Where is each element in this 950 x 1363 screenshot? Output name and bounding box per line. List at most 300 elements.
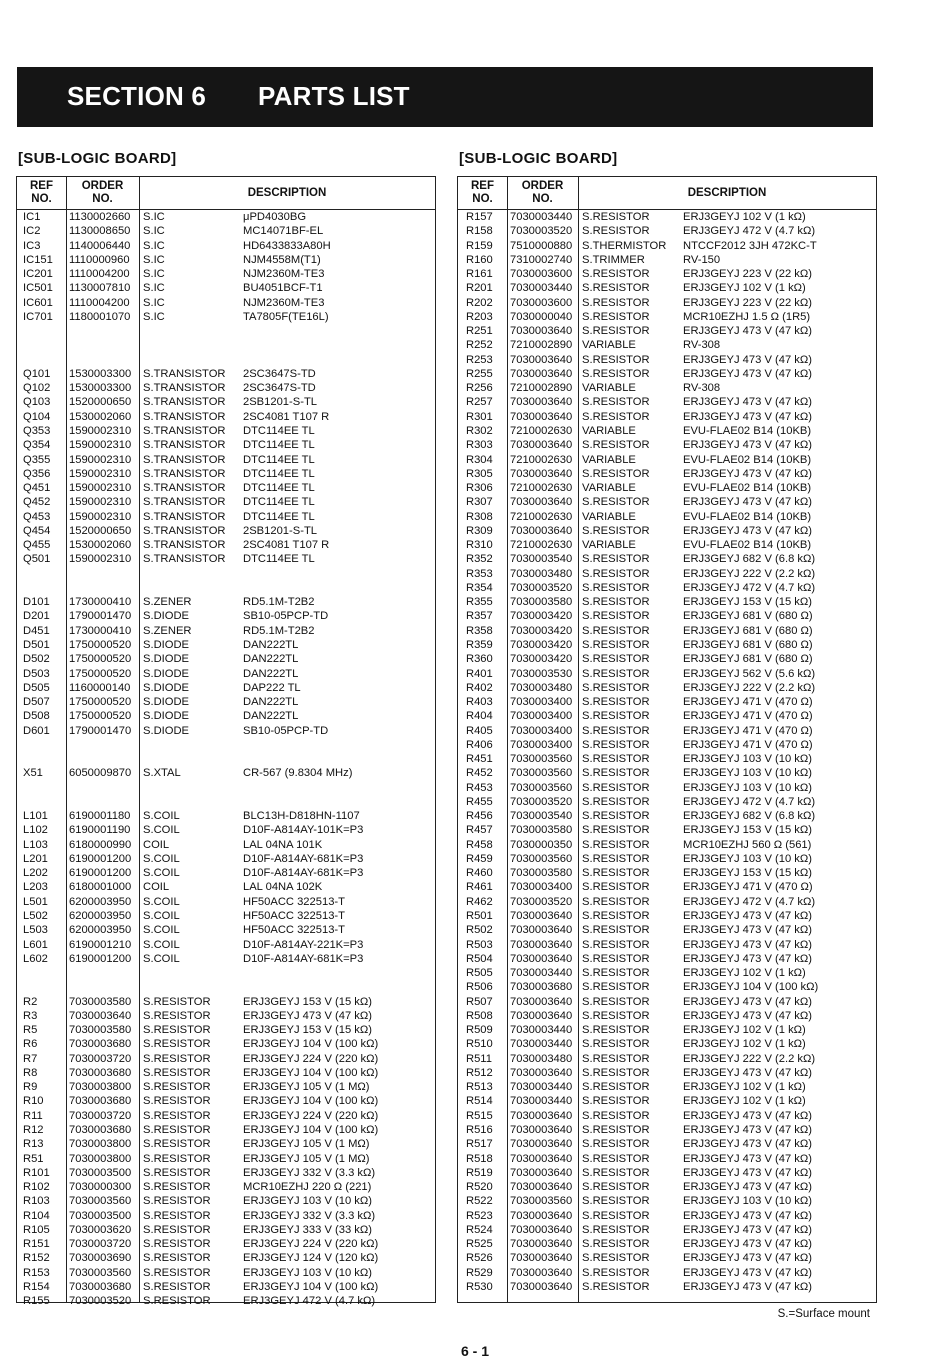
table-row [458, 1109, 876, 1123]
order-no-cell: 7030003600 [510, 296, 573, 309]
table-row [458, 438, 876, 452]
part-type-cell: S.RESISTOR [582, 981, 650, 994]
left-board-label: [SUB-LOGIC BOARD] [18, 150, 177, 167]
description-cell: ERJ3GEYJ 473 V (47 kΩ) [683, 1209, 812, 1222]
description-cell: DTC114EE TL [243, 553, 315, 566]
ref-no-cell: R453 [466, 781, 493, 794]
part-type-cell: S.RESISTOR [582, 225, 650, 238]
description-cell: ERJ3GEYJ 473 V (47 kΩ) [683, 1280, 812, 1293]
ref-no-cell: R524 [466, 1223, 493, 1236]
part-type-cell: S.RESISTOR [582, 810, 650, 823]
ref-no-cell: R303 [466, 439, 493, 452]
part-type-cell: S.RESISTOR [582, 1052, 650, 1065]
ref-no-cell: R353 [466, 567, 493, 580]
ref-no-cell: R151 [23, 1238, 50, 1251]
part-type-cell: S.RESISTOR [143, 1152, 211, 1165]
table-row [458, 609, 876, 623]
description-cell: SB10-05PCP-TD [243, 724, 329, 737]
table-row [17, 395, 435, 409]
table-row [17, 1294, 435, 1308]
ref-no-cell: R501 [466, 910, 493, 923]
order-no-cell: 1520000650 [69, 396, 132, 409]
table-row [17, 1194, 435, 1208]
part-type-cell: S.RESISTOR [143, 1181, 211, 1194]
ref-no-cell: R507 [466, 995, 493, 1008]
part-type-cell: S.DIODE [143, 710, 190, 723]
description-cell: ERJ3GEYJ 473 V (47 kΩ) [683, 1066, 812, 1079]
order-no-cell: 7030003520 [510, 895, 573, 908]
part-type-cell: S.COIL [143, 924, 180, 937]
table-row [458, 1180, 876, 1194]
ref-no-cell: IC1 [23, 211, 41, 223]
part-type-cell: S.RESISTOR [582, 396, 650, 409]
table-row [458, 638, 876, 652]
order-no-cell: 7030003800 [69, 1081, 132, 1094]
order-no-cell: 7030003540 [510, 810, 573, 823]
table-row [17, 809, 435, 823]
description-cell: ERJ3GEYJ 681 V (680 Ω) [683, 653, 813, 666]
ref-no-cell: R358 [466, 624, 493, 637]
order-no-cell: 7030003680 [69, 1124, 132, 1136]
part-type-cell: S.RESISTOR [582, 1081, 650, 1094]
ref-no-cell: R457 [466, 824, 493, 837]
order-no-cell: 7030003480 [510, 567, 573, 580]
table-row [458, 966, 876, 980]
description-cell: HF50ACC 322513-T [243, 910, 345, 923]
order-no-cell: 7030000350 [510, 838, 573, 851]
part-type-cell: S.RESISTOR [582, 667, 650, 680]
order-no-cell: 6200003950 [69, 895, 132, 908]
table-row [458, 395, 876, 409]
part-type-cell: S.RESISTOR [582, 367, 650, 380]
part-type-cell: VARIABLE [582, 482, 636, 495]
table-row [458, 823, 876, 837]
part-type-cell: S.RESISTOR [582, 524, 650, 537]
order-no-cell: 7030003400 [510, 710, 573, 723]
description-cell: BLC13H-D818HN-1107 [243, 810, 360, 823]
description-cell: ERJ3GEYJ 682 V (6.8 kΩ) [683, 810, 816, 823]
description-cell: ERJ3GEYJ 222 V (2.2 kΩ) [683, 1052, 816, 1065]
ref-no-cell: D505 [23, 681, 50, 694]
order-no-cell: 7030003680 [69, 1066, 132, 1079]
ref-no-cell: R304 [466, 453, 493, 466]
ref-no-cell: R513 [466, 1081, 493, 1094]
order-no-cell: 7030003640 [510, 496, 573, 509]
table-row [17, 624, 435, 638]
description-cell: ERJ3GEYJ 473 V (47 kΩ) [683, 1252, 812, 1265]
part-type-cell: S.RESISTOR [143, 1124, 211, 1136]
part-type-cell: S.DIODE [143, 681, 190, 694]
order-no-cell: 7030003480 [510, 681, 573, 694]
table-row [17, 510, 435, 524]
part-type-cell: S.RESISTOR [582, 653, 650, 666]
order-no-cell: 7030003400 [510, 881, 573, 894]
description-cell: ERJ3GEYJ 473 V (47 kΩ) [683, 439, 812, 452]
table-row [458, 253, 876, 267]
table-row [17, 296, 435, 310]
description-cell: HD6433833A80H [243, 239, 331, 252]
part-type-cell: S.RESISTOR [582, 496, 650, 509]
part-type-cell: S.TRANSISTOR [143, 424, 226, 437]
description-cell: D10F-A814AY-681K=P3 [243, 952, 364, 965]
table-row [17, 267, 435, 281]
table-row [17, 966, 435, 980]
part-type-cell: S.RESISTOR [143, 1209, 211, 1222]
order-no-cell: 7030003440 [510, 211, 573, 223]
ref-no-cell: R103 [23, 1195, 50, 1208]
part-type-cell: S.RESISTOR [143, 1081, 211, 1094]
order-no-cell: 7030003800 [69, 1152, 132, 1165]
description-cell: D10F-A814AY-681K=P3 [243, 852, 364, 865]
order-no-cell: 7030003580 [510, 867, 573, 880]
table-row [17, 1037, 435, 1051]
part-type-cell: S.RESISTOR [582, 738, 650, 751]
order-no-cell: 7030003640 [510, 524, 573, 537]
ref-no-cell: IC151 [23, 253, 53, 266]
description-cell: DAN222TL [243, 696, 299, 709]
table-row [458, 880, 876, 894]
table-row [17, 410, 435, 424]
order-no-cell: 7030003520 [510, 581, 573, 594]
ref-no-cell: R354 [466, 581, 493, 594]
description-cell: ERJ3GEYJ 102 V (1 kΩ) [683, 967, 806, 980]
table-row [458, 1094, 876, 1108]
ref-no-cell: R512 [466, 1066, 493, 1079]
part-type-cell: S.RESISTOR [143, 1280, 211, 1293]
description-cell: LAL 04NA 102K [243, 881, 323, 894]
order-no-cell: 7030003680 [69, 1095, 132, 1108]
order-no-cell: 7030003440 [510, 1095, 573, 1108]
ref-no-cell: R155 [23, 1295, 50, 1308]
ref-no-cell: Q102 [23, 382, 51, 395]
order-no-cell: 7030003640 [510, 1280, 573, 1293]
description-cell: ERJ3GEYJ 105 V (1 MΩ) [243, 1138, 370, 1151]
table-row [458, 1037, 876, 1051]
ref-no-cell: R252 [466, 339, 493, 352]
description-cell: ERJ3GEYJ 471 V (470 Ω) [683, 724, 813, 737]
order-no-cell: 7030003560 [69, 1266, 132, 1279]
section-title: PARTS LIST [258, 81, 410, 111]
ref-no-cell: R105 [23, 1223, 50, 1236]
table-row [17, 552, 435, 566]
part-type-cell: COIL [143, 838, 170, 851]
ref-no-cell: R12 [23, 1124, 44, 1136]
order-no-cell: 1590002310 [69, 482, 132, 495]
table-row [458, 1251, 876, 1265]
description-cell: NJM2360M-TE3 [243, 268, 325, 281]
description-cell: ERJ3GEYJ 471 V (470 Ω) [683, 696, 813, 709]
part-type-cell: S.RESISTOR [143, 1223, 211, 1236]
order-no-cell: 7210002890 [510, 339, 573, 352]
ref-no-cell: R51 [23, 1152, 44, 1165]
order-no-cell: 7030003500 [69, 1166, 132, 1179]
ref-no-cell: R256 [466, 382, 493, 395]
order-no-cell: 1140006440 [69, 239, 131, 252]
order-no-cell: 7030003640 [510, 910, 573, 923]
ref-no-cell: R510 [466, 1038, 493, 1051]
description-cell: ERJ3GEYJ 472 V (4.7 kΩ) [683, 225, 816, 238]
table-row [17, 338, 435, 352]
ref-no-cell: R515 [466, 1109, 493, 1122]
order-no-cell: 1520000650 [69, 524, 132, 537]
description-cell: ERJ3GEYJ 473 V (47 kΩ) [683, 1124, 812, 1136]
description-cell: ERJ3GEYJ 102 V (1 kΩ) [683, 211, 806, 223]
ref-no-cell: R357 [466, 610, 493, 623]
table-row [17, 224, 435, 238]
ref-no-cell: R360 [466, 653, 493, 666]
ref-no-cell: R251 [466, 325, 493, 338]
part-type-cell: S.IC [143, 253, 165, 266]
order-no-cell: 7030003640 [510, 1066, 573, 1079]
table-row [17, 467, 435, 481]
part-type-cell: VARIABLE [582, 453, 636, 466]
order-no-cell: 7030003640 [510, 467, 573, 480]
table-row [458, 681, 876, 695]
description-cell: DTC114EE TL [243, 424, 315, 437]
ref-no-cell: R3 [23, 1009, 38, 1022]
description-cell: ERJ3GEYJ 472 V (4.7 kΩ) [683, 581, 816, 594]
part-type-cell: S.RESISTOR [582, 353, 650, 366]
ref-no-cell: R406 [466, 738, 493, 751]
order-no-cell: 7210002630 [510, 539, 573, 552]
order-no-cell: 7030003640 [510, 1181, 573, 1194]
order-no-cell: 1590002310 [69, 439, 132, 452]
order-no-cell: 7030003580 [69, 1024, 132, 1037]
ref-no-cell: R352 [466, 553, 493, 566]
description-cell: ERJ3GEYJ 473 V (47 kΩ) [683, 938, 812, 951]
description-cell: D10F-A814AY-221K=P3 [243, 938, 364, 951]
table-row [17, 567, 435, 581]
order-no-cell: 7030003640 [510, 353, 573, 366]
table-row [458, 239, 876, 253]
table-row [458, 210, 876, 224]
description-cell: ERJ3GEYJ 153 V (15 kΩ) [683, 596, 812, 609]
description-cell: ERJ3GEYJ 473 V (47 kΩ) [683, 1181, 812, 1194]
table-row [17, 1209, 435, 1223]
description-cell: HF50ACC 322513-T [243, 895, 345, 908]
table-row [458, 938, 876, 952]
description-cell: ERJ3GEYJ 473 V (47 kΩ) [683, 1266, 812, 1279]
description-cell: ERJ3GEYJ 102 V (1 kΩ) [683, 1095, 806, 1108]
order-no-cell: 1790001470 [69, 610, 132, 623]
table-row [458, 595, 876, 609]
table-row [17, 752, 435, 766]
part-type-cell: S.COIL [143, 938, 180, 951]
description-cell: ERJ3GEYJ 473 V (47 kΩ) [243, 1009, 372, 1022]
description-cell: RV-308 [683, 382, 721, 395]
description-cell: NTCCF2012 3JH 472KC-T [683, 239, 817, 252]
part-type-cell: S.IC [143, 268, 165, 281]
part-type-cell: VARIABLE [582, 382, 636, 395]
order-no-cell: 1180001070 [69, 310, 131, 323]
part-type-cell: S.RESISTOR [582, 296, 650, 309]
table-row [17, 1266, 435, 1280]
ref-no-cell: Q354 [23, 439, 51, 452]
description-cell: ERJ3GEYJ 333 V (33 kΩ) [243, 1223, 372, 1236]
part-type-cell: S.DIODE [143, 696, 190, 709]
order-no-cell: 1590002310 [69, 510, 132, 523]
ref-no-cell: R13 [23, 1138, 44, 1151]
description-cell: ERJ3GEYJ 472 V (4.7 kΩ) [683, 895, 816, 908]
description-cell: ERJ3GEYJ 103 V (10 kΩ) [683, 1195, 812, 1208]
ref-no-cell: R529 [466, 1266, 493, 1279]
part-type-cell: S.RESISTOR [582, 1181, 650, 1194]
part-type-cell: S.COIL [143, 895, 180, 908]
description-cell: EVU-FLAE02 B14 (10KB) [683, 453, 812, 466]
table-row [458, 353, 876, 367]
order-no-cell: 1730000410 [69, 596, 132, 609]
part-type-cell: S.RESISTOR [143, 995, 211, 1008]
description-cell: ERJ3GEYJ 473 V (47 kΩ) [683, 995, 812, 1008]
ref-no-cell: D503 [23, 667, 50, 680]
description-cell: ERJ3GEYJ 473 V (47 kΩ) [683, 910, 812, 923]
description-cell: ERJ3GEYJ 153 V (15 kΩ) [243, 995, 372, 1008]
table-row [458, 1066, 876, 1080]
table-row [17, 880, 435, 894]
description-cell: ERJ3GEYJ 104 V (100 kΩ) [243, 1066, 379, 1079]
table-row [458, 952, 876, 966]
table-row [458, 1052, 876, 1066]
ref-no-header: REF NO. [471, 180, 494, 205]
ref-no-cell: D601 [23, 724, 50, 737]
table-row [17, 909, 435, 923]
part-type-cell: S.TRANSISTOR [143, 382, 226, 395]
order-no-cell: 1130007810 [69, 282, 131, 295]
table-row [17, 1094, 435, 1108]
ref-no-cell: R161 [466, 268, 493, 281]
table-header [458, 177, 876, 210]
part-type-cell: S.RESISTOR [582, 1266, 650, 1279]
table-row [458, 724, 876, 738]
table-row [17, 952, 435, 966]
description-cell: ERJ3GEYJ 473 V (47 kΩ) [683, 410, 812, 423]
order-no-cell: 7030003520 [510, 795, 573, 808]
table-row [458, 424, 876, 438]
part-type-cell: S.DIODE [143, 667, 190, 680]
ref-no-cell: R502 [466, 924, 493, 937]
ref-no-cell: D508 [23, 710, 50, 723]
table-row [458, 296, 876, 310]
table-row [458, 781, 876, 795]
ref-no-cell: R153 [23, 1266, 50, 1279]
part-type-cell: S.RESISTOR [143, 1266, 211, 1279]
part-type-cell: S.RESISTOR [582, 967, 650, 980]
description-cell: MCR10EZHJ 560 Ω (561) [683, 838, 812, 851]
table-row [458, 224, 876, 238]
description-cell: ERJ3GEYJ 471 V (470 Ω) [683, 738, 813, 751]
part-type-cell: S.RESISTOR [582, 1252, 650, 1265]
order-no-cell: 7030003400 [510, 696, 573, 709]
description-cell: NJM4558M(T1) [243, 253, 321, 266]
ref-no-cell: Q454 [23, 524, 51, 537]
order-no-cell: 7030003620 [69, 1223, 132, 1236]
table-row [17, 1237, 435, 1251]
ref-no-cell: L503 [23, 924, 48, 937]
order-no-cell: 7030003680 [510, 981, 573, 994]
ref-no-cell: Q104 [23, 410, 51, 423]
ref-no-cell: L101 [23, 810, 48, 823]
table-row [17, 1052, 435, 1066]
order-no-cell: 1750000520 [69, 653, 132, 666]
description-cell: ERJ3GEYJ 681 V (680 Ω) [683, 624, 813, 637]
order-no-cell: 7030003640 [510, 1252, 573, 1265]
table-row [458, 809, 876, 823]
table-row [17, 738, 435, 752]
ref-no-cell: IC2 [23, 225, 41, 238]
part-type-cell: S.RESISTOR [143, 1038, 211, 1051]
ref-no-cell: R253 [466, 353, 493, 366]
ref-no-cell: R511 [466, 1052, 492, 1065]
order-no-cell: 6190001200 [69, 952, 132, 965]
description-cell: ERJ3GEYJ 473 V (47 kΩ) [683, 1152, 812, 1165]
ref-no-cell: D507 [23, 696, 50, 709]
ref-no-cell: R255 [466, 367, 493, 380]
order-no-cell: 7030003640 [510, 1124, 573, 1136]
ref-no-cell: D101 [23, 596, 50, 609]
ref-no-cell: R504 [466, 952, 493, 965]
description-cell: 2SB1201-S-TL [243, 396, 318, 409]
order-no-cell: 1590002310 [69, 496, 132, 509]
order-no-cell: 6200003950 [69, 924, 132, 937]
part-type-cell: S.RESISTOR [582, 1009, 650, 1022]
order-no-cell: 7030003530 [510, 667, 573, 680]
order-no-cell: 7030003520 [69, 1295, 132, 1308]
part-type-cell: S.RESISTOR [582, 852, 650, 865]
part-type-cell: S.TRANSISTOR [143, 510, 226, 523]
table-row [17, 453, 435, 467]
table-row [17, 210, 435, 224]
order-no-cell: 7030003640 [510, 938, 573, 951]
ref-no-cell: R506 [466, 981, 493, 994]
description-cell: RV-150 [683, 253, 721, 266]
table-row [458, 267, 876, 281]
description-cell: DAN222TL [243, 638, 299, 651]
order-no-cell: 1750000520 [69, 638, 132, 651]
part-type-cell: S.RESISTOR [143, 1052, 211, 1065]
order-no-cell: 7030003640 [510, 367, 573, 380]
ref-no-cell: R516 [466, 1124, 493, 1136]
order-no-cell: 7030003640 [510, 1209, 573, 1222]
part-type-cell: S.RESISTOR [143, 1095, 211, 1108]
table-row [17, 239, 435, 253]
part-type-cell: S.DIODE [143, 724, 190, 737]
table-row [17, 1280, 435, 1294]
description-cell: ERJ3GEYJ 473 V (47 kΩ) [683, 952, 812, 965]
description-cell: DTC114EE TL [243, 439, 315, 452]
description-cell: TA7805F(TE16L) [243, 310, 329, 323]
table-row [17, 823, 435, 837]
table-row [17, 495, 435, 509]
table-row [17, 1137, 435, 1151]
table-row [458, 1123, 876, 1137]
description-cell: EVU-FLAE02 B14 (10KB) [683, 482, 812, 495]
table-row [17, 424, 435, 438]
part-type-cell: S.RESISTOR [582, 1209, 650, 1222]
order-no-cell: 6190001210 [69, 938, 132, 951]
description-cell: μPD4030BG [243, 211, 307, 223]
description-cell: ERJ3GEYJ 332 V (3.3 kΩ) [243, 1209, 376, 1222]
part-type-cell: S.TRANSISTOR [143, 439, 226, 452]
table-row [17, 1023, 435, 1037]
part-type-cell: S.RESISTOR [582, 881, 650, 894]
order-no-cell: 7030003440 [510, 1024, 573, 1037]
description-cell: ERJ3GEYJ 104 V (100 kΩ) [683, 981, 819, 994]
description-cell: ERJ3GEYJ 473 V (47 kΩ) [683, 353, 812, 366]
description-cell: ERJ3GEYJ 223 V (22 kΩ) [683, 268, 812, 281]
table-row [17, 1080, 435, 1094]
description-cell: EVU-FLAE02 B14 (10KB) [683, 424, 812, 437]
table-row [17, 324, 435, 338]
